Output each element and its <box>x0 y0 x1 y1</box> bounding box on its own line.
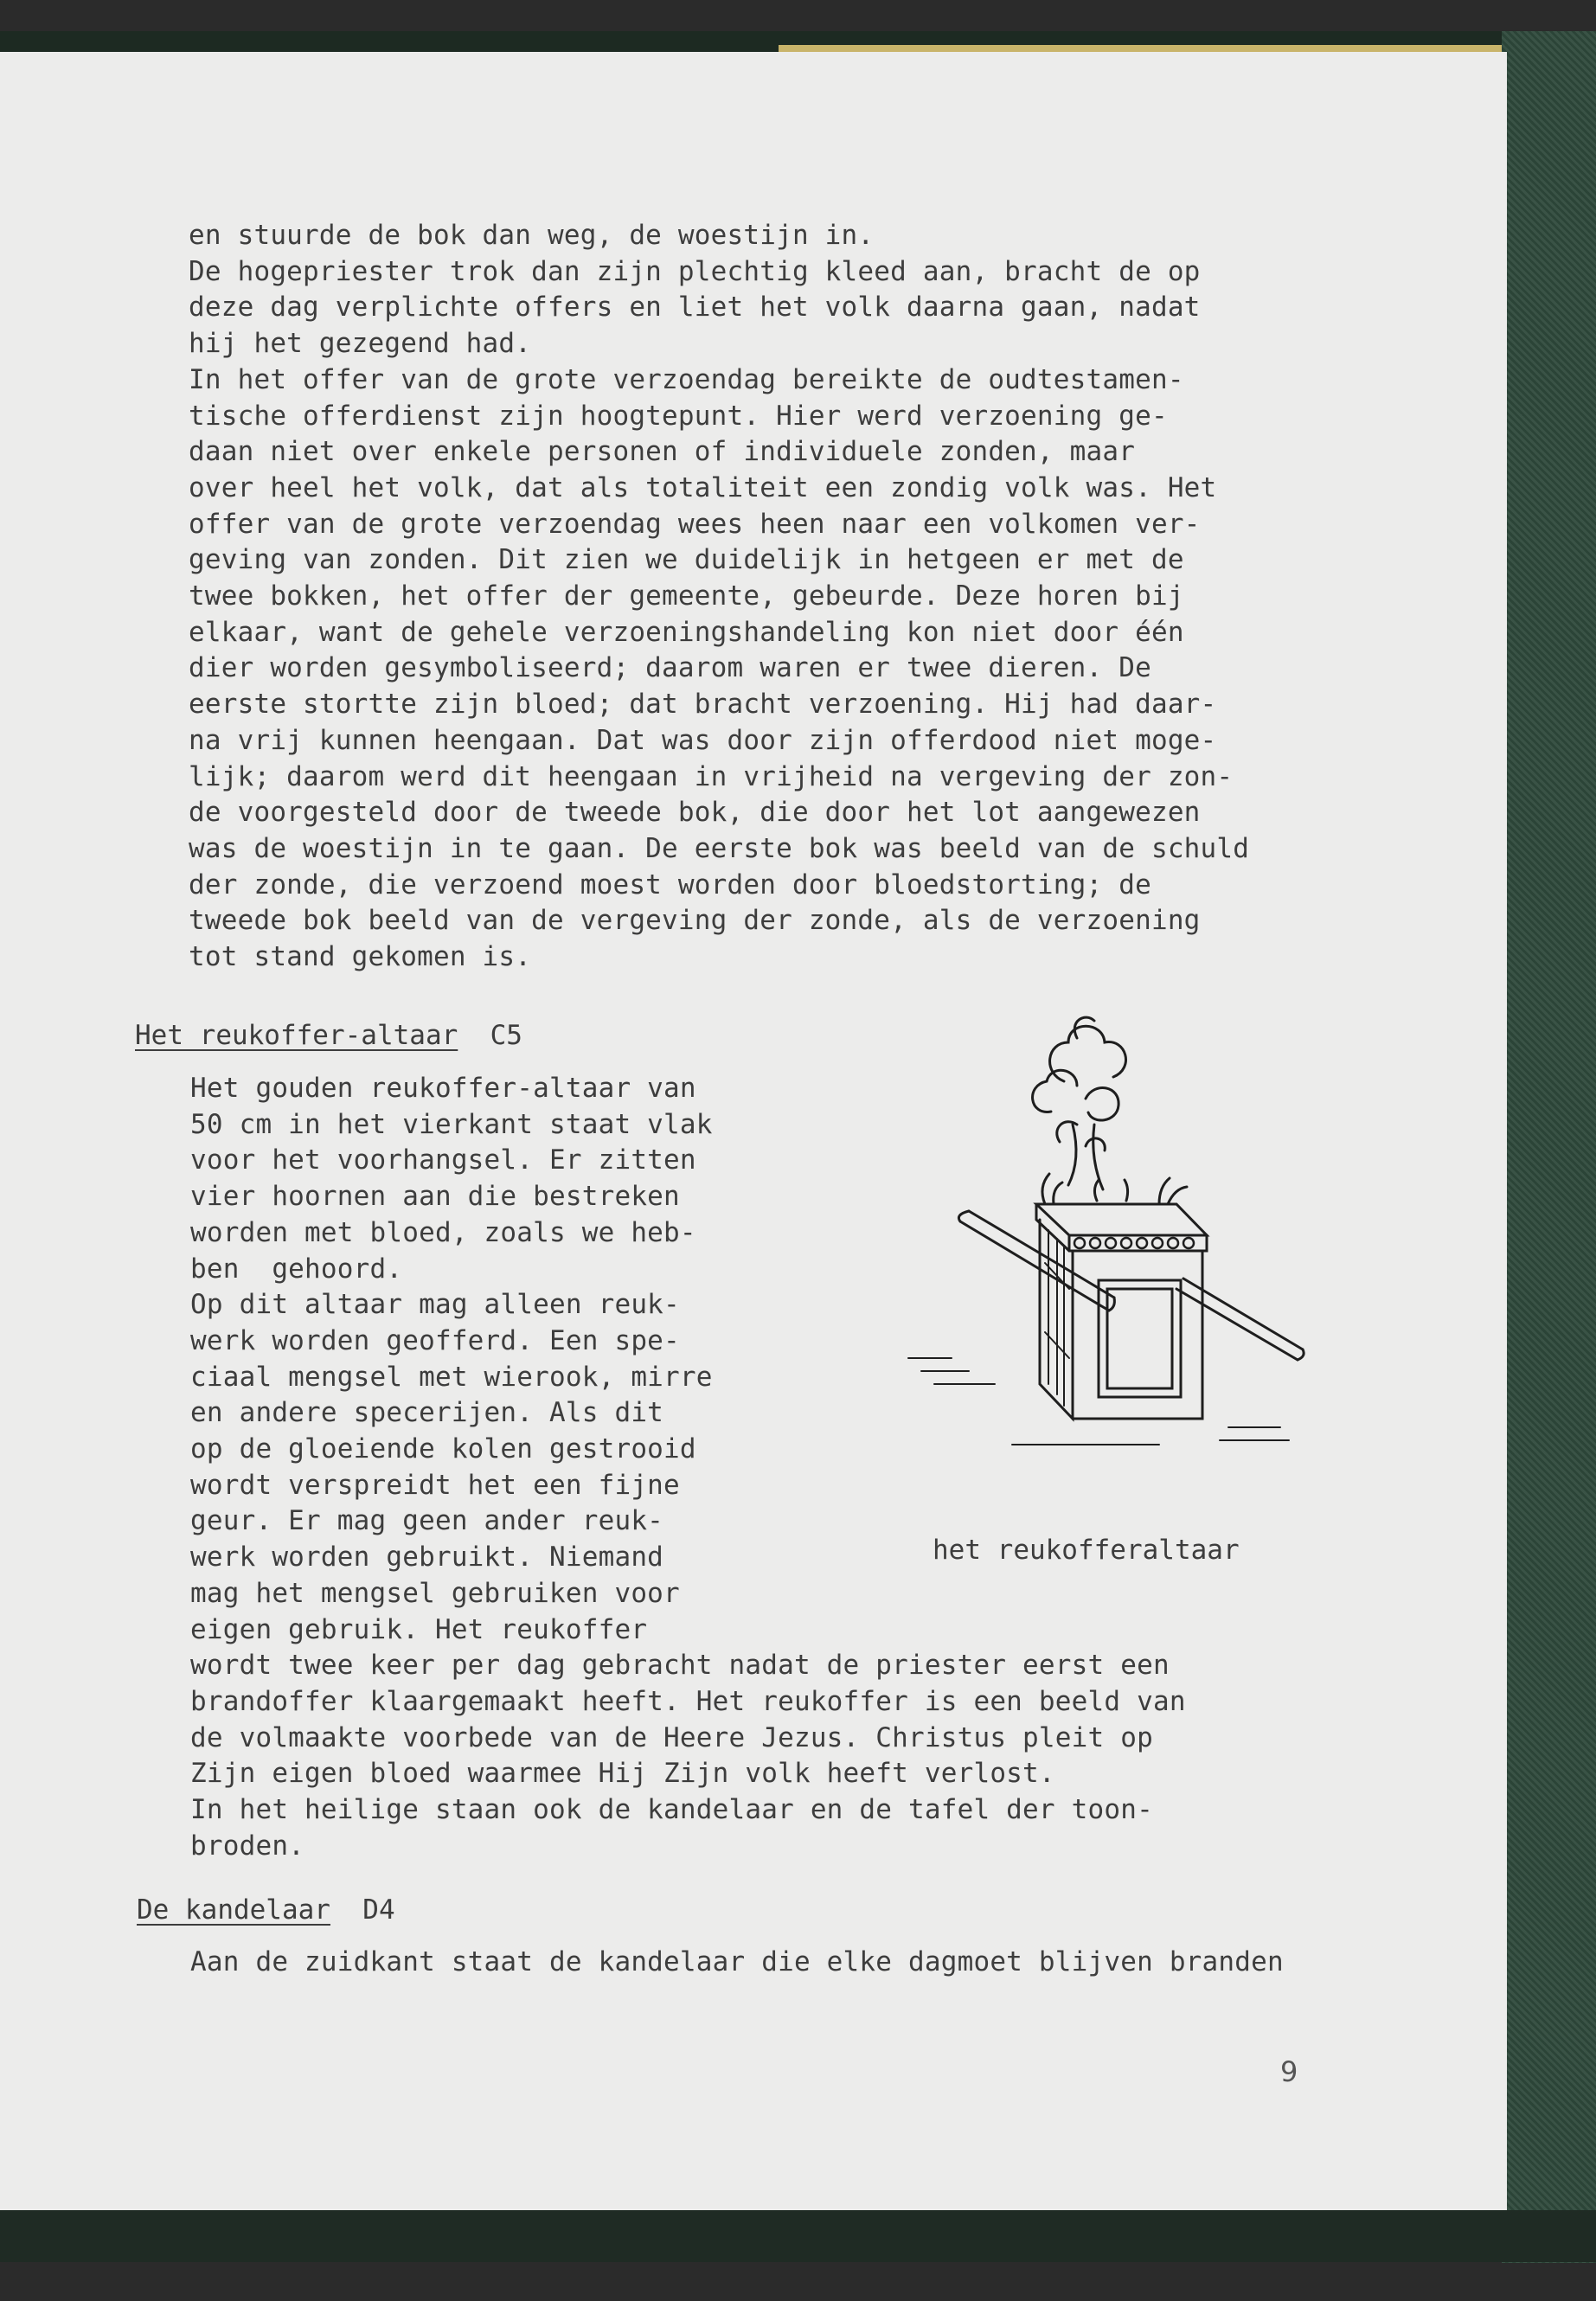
section-heading-reukoffer-altaar <box>135 1018 522 1053</box>
paragraph-kandelaar: Aan de zuidkant staat de kandelaar die elke dagmoet blijven branden <box>190 1946 1284 1977</box>
figure-caption: het reukofferaltaar <box>933 1535 1240 1566</box>
paragraph-reukoffer-altaar: Het gouden reukoffer-altaar van 50 cm in het vierkant staat vlak voor het voorhangsel. Er zitten vier hoornen aan die bestreken worden met bloed, zoals we heb- ben gehoord. Op dit altaar mag alleen reuk- werk worden geofferd. Een spe- ciaal mengsel met wierook, mirre en andere specerijen. Als dit op de gloeiende kolen gestrooid wordt verspreidt het een fijne geur. Er mag geen ander reuk- werk worden gebruikt. Niemand mag het mengsel gebruiken voor eigen gebruik. Het reukoffer wordt twee keer per dag gebracht nadat de priester eerst een brandoffer klaargemaakt heeft. Het reukoffer is een beeld van de volmaakte voorbede van de Heere Jezus. Christus pleit op Zijn eigen bloed waarmee Hij Zijn volk heeft verlost. In het heilige staan ook de kandelaar en de tafel der toon- broden. <box>190 1073 1186 1862</box>
section-code: D4 <box>362 1894 395 1926</box>
section-heading-kandelaar <box>137 1893 395 1927</box>
book-spine <box>1502 31 1596 2263</box>
book-bottom-edge <box>0 2210 1596 2262</box>
section-code: C5 <box>490 1020 522 1051</box>
section-title: Het reukoffer-altaar <box>135 1020 458 1051</box>
page-number: 9 <box>1280 2055 1298 2088</box>
incense-altar-illustration <box>900 1003 1315 1522</box>
paragraph-yom-kippur: en stuurde de bok dan weg, de woestijn in. De hogepriester trok dan zijn plechtig kleed aan, bracht de op deze dag verplichte offers en liet het volk daarna gaan, nadat hij het gezegend had. In het offer van de grote verzoendag bereikte de oudtestamen- tische offerdienst zijn hoogtepunt. Hier werd verzoening ge- daan niet over enkele personen of individuele zonden, maar over heel het volk, dat als totaliteit een zondig volk was. Het offer van de grote verzoendag wees heen naar een volkomen ver- geving van zonden. Dit zien we duidelijk in hetgeen er met de twee bokken, het offer der gemeente, gebeurde. Deze horen bij elkaar, want de gehele verzoeningshandeling kon niet door één dier worden gesymboliseerd; daarom waren er twee dieren. De eerste stortte zijn bloed; dat bracht verzoening. Hij had daar- na vrij kunnen heengaan. Dat was door zijn offerdood niet moge- lijk; daarom werd dit heengaan in vrijheid na vergeving der zon- de voorgesteld door de tweede bok, die door het lot aangewezen was de woestijn in te gaan. De eerste bok was beeld van de schuld der zonde, die verzoend moest worden door bloedstorting; de tweede bok beeld van de vergeving der zonde, als de verzoening tot stand gekomen is. <box>189 220 1250 973</box>
book-gilt-edge <box>779 45 1514 52</box>
section-title: De kandelaar <box>137 1894 330 1926</box>
